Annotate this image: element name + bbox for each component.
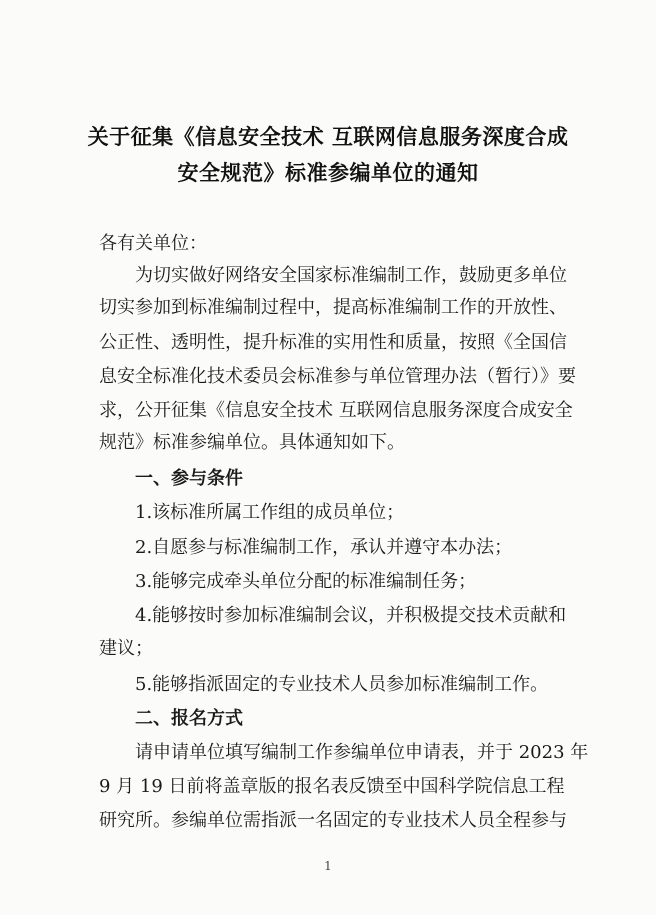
- condition-item-2: 2.自愿参与标准编制工作，承认并遵守本办法；: [135, 537, 513, 558]
- intro-line-3: 公正性、透明性，提升标准的实用性和质量，按照《全国信: [99, 332, 567, 353]
- page-number: 1: [324, 859, 332, 873]
- intro-line-4: 息安全标准化技术委员会标准参与单位管理办法（暂行）》要: [99, 366, 576, 387]
- section-heading-registration: 二、报名方式: [135, 708, 243, 729]
- intro-line-2: 切实参加到标准编制过程中，提高标准编制工作的开放性、: [99, 297, 567, 318]
- section-heading-conditions: 一、参与条件: [135, 468, 243, 489]
- intro-line-6: 规范》标准参编单位。具体通知如下。: [99, 432, 405, 453]
- registration-line-1: 请申请单位填写编制工作参编单位申请表，并于 2023 年: [135, 742, 589, 763]
- intro-line-5: 求，公开征集《信息安全技术 互联网信息服务深度合成安全: [99, 400, 573, 421]
- title-line-2: 安全规范》标准参编单位的通知: [177, 161, 479, 185]
- title-line-1: 关于征集《信息安全技术 互联网信息服务深度合成: [87, 125, 569, 149]
- registration-line-2: 9 月 19 日前将盖章版的报名表反馈至中国科学院信息工程: [99, 776, 565, 797]
- condition-item-1: 1.该标准所属工作组的成员单位；: [135, 502, 405, 523]
- salutation: 各有关单位：: [99, 233, 207, 254]
- intro-line-1: 为切实做好网络安全国家标准编制工作，鼓励更多单位: [135, 265, 567, 286]
- condition-item-4: 4.能够按时参加标准编制会议，并积极提交技术贡献和: [135, 605, 567, 626]
- registration-line-3: 研究所。参编单位需指派一名固定的专业技术人员全程参与: [99, 810, 567, 831]
- condition-item-4-continued: 建议；: [99, 638, 153, 659]
- condition-item-3: 3.能够完成牵头单位分配的标准编制任务；: [135, 571, 477, 592]
- condition-item-5: 5.能够指派固定的专业技术人员参加标准编制工作。: [135, 674, 549, 695]
